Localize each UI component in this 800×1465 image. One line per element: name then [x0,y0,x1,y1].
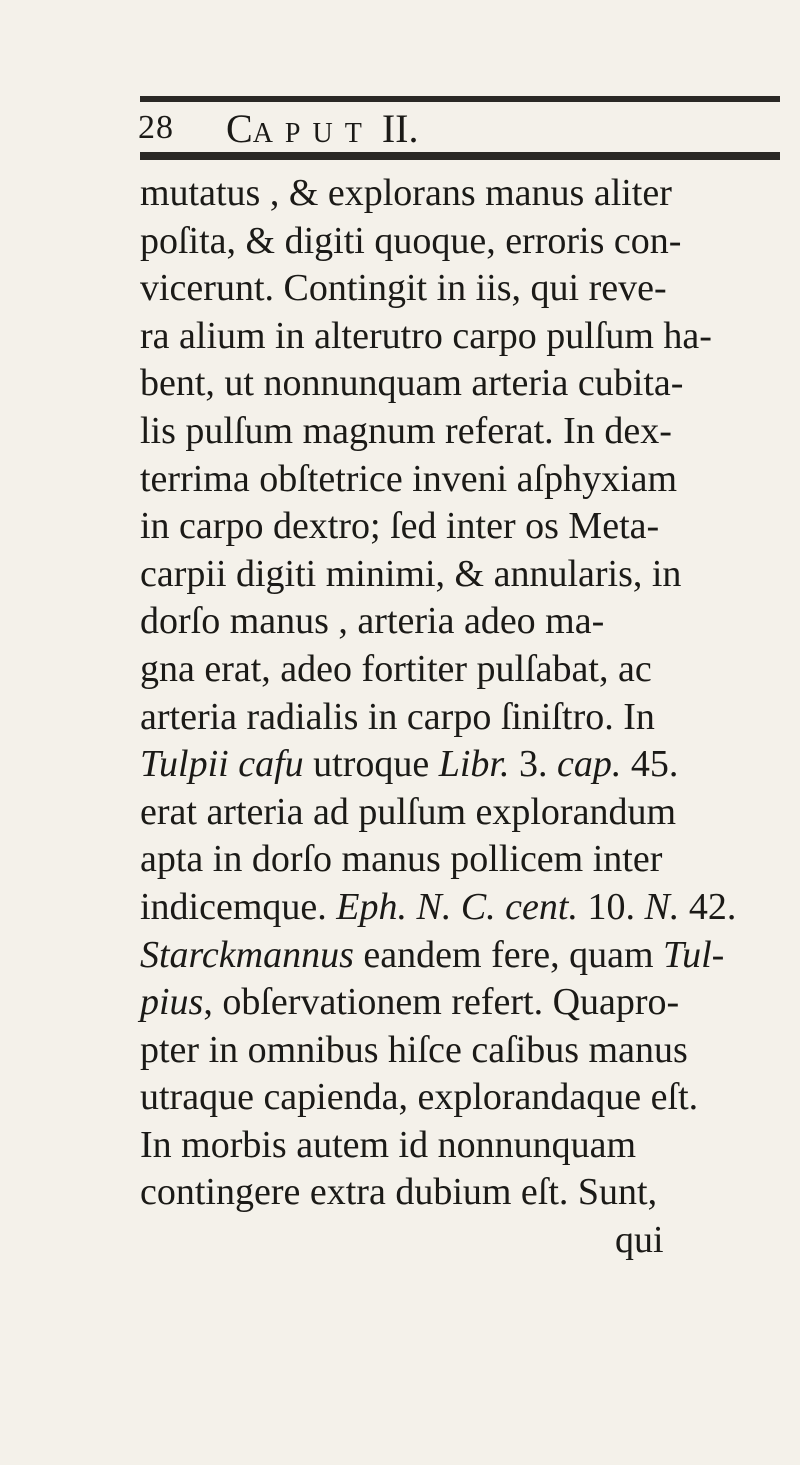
text-run: indicemque. [140,885,337,928]
page-number: 28 [138,109,174,146]
text-line [140,932,800,980]
italic-citation: Tulpii cafu [140,743,304,786]
text-line: erat arteria ad pulſum explorandum [140,790,677,833]
text-line: in carpo dextro; ſed inter os Meta- [140,505,660,548]
text-line: gna erat, adeo fortiter pulſabat, ac [140,647,652,690]
italic-citation: cap. [557,743,622,786]
italic-citation: N. [644,885,680,928]
text-line [140,979,800,1027]
text-run: 10. [577,885,645,928]
text-line: carpii digiti minimi, & annularis, in [140,552,682,595]
text-line: utraque capienda, explorandaque eſt. [140,1076,699,1119]
italic-citation: Eph. N. C. cent. [336,885,578,928]
text-line: poſita, & digiti quoque, erroris con- [140,219,682,262]
text-line [140,741,800,789]
text-run: , obſervationem refert. Quapro- [203,981,680,1024]
running-head [226,105,418,152]
text-run: 45. [621,743,679,786]
text-line [140,884,800,932]
text-line: bent, ut nonnunquam arteria cubita- [140,362,684,405]
body-text [140,170,800,1265]
text-line: apta in dorſo manus pollicem inter [140,838,663,881]
text-line: mutatus , & explorans manus aliter [140,172,672,214]
header-bottom-rule [140,152,780,160]
text-line: ra alium in alterutro carpo pulſum ha- [140,314,712,357]
text-run: 42. [679,885,737,928]
text-run: eandem fere, quam [353,933,664,976]
catchword: qui [615,1219,664,1262]
header-top-rule [140,96,780,102]
running-head-initial: C [226,106,253,151]
italic-citation: Libr. [438,743,510,786]
page-header [138,103,778,151]
text-line: contingere extra dubium eſt. Sunt, [140,1171,658,1214]
text-line: arteria radialis in carpo ſiniſtro. In [140,695,655,738]
text-line: dorſo manus , arteria adeo ma- [140,600,605,643]
text-line: In morbis autem id nonnunquam [140,1123,637,1166]
text-line: vicerunt. Contingit in iis, qui reve- [140,267,667,310]
italic-author: Starckmannus [140,933,354,976]
italic-author: Tul- [663,933,725,976]
running-head-rest: APUT [252,118,374,149]
text-line: terrima obſtetrice inveni aſphyxiam [140,457,678,500]
italic-author: pius [140,981,204,1024]
chapter-numeral: II. [381,106,419,151]
text-line: lis pulſum magnum referat. In dex- [140,409,672,452]
text-run: 3. [509,743,557,786]
text-run: utroque [303,743,439,786]
text-line: pter in omnibus hiſce caſibus manus [140,1028,688,1071]
